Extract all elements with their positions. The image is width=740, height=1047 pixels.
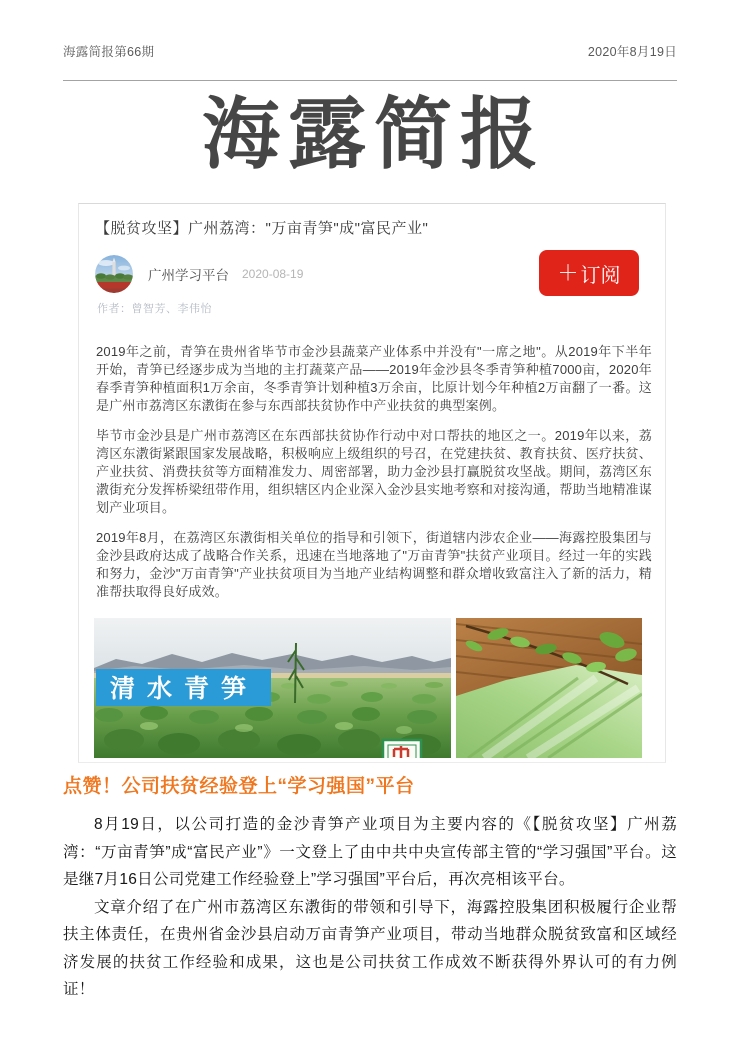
page-header — [63, 42, 677, 60]
source-avatar[interactable] — [95, 255, 133, 293]
subscribe-button[interactable] — [539, 250, 639, 296]
section-heading: 点赞！公司扶贫经验登上“学习强国”平台 — [63, 776, 415, 797]
subscribe-label: 订阅 — [580, 264, 621, 287]
field-photo — [94, 618, 451, 758]
photo-banner-text: 清水青笋 — [109, 675, 259, 703]
header-date: 2020年8月19日 — [587, 45, 677, 59]
source-name[interactable]: 广州学习平台 — [148, 268, 229, 283]
article-body — [96, 343, 652, 613]
header-divider — [63, 80, 677, 81]
section-paragraph: 文章介绍了在广州市荔湾区东漖街的带领和引导下，海露控股集团积极履行企业帮扶主体责任，在贵州省金沙县启动万亩青笋产业项目，带动当地群众脱贫致富和区域经济发展的扶贫工作经验和成果，这也是公司扶贫工作成效不断获得外界认可的有力例证！ — [63, 898, 677, 998]
masthead-title: 海露简报 — [201, 90, 546, 178]
article-paragraph: 毕节市金沙县是广州市荔湾区在东西部扶贫协作行动中对口帮扶的地区之一。2019年以来，荔湾区东漖街紧跟国家发展战略，积极响应上级组织的号召，在党建扶贫、教育扶贫、医疗扶贫、产业扶贫、消费扶贫等方面精准发力、周密部署，助力金沙县打赢脱贫攻坚战。期间，荔湾区东漖街充分发挥桥梁纽带作用，组织辖区内企业深入金沙县实地考察和对接沟通，帮助当地精准谋划产业项目。 — [96, 428, 652, 515]
article-paragraph: 2019年8月，在荔湾区东漖街相关单位的指导和引领下，街道辖内涉农企业——海露控股集团与金沙县政府达成了战略合作关系，迅速在当地落地了"万亩青笋"扶贫产业项目。经过一年的实践和努力，金沙"万亩青笋"产业扶贫项目为当地产业结构调整和群众增收致富注入了新的活力，精准帮扶取得良好成效。 — [96, 530, 652, 599]
section-praise — [63, 771, 677, 1004]
header-issue: 海露简报第66期 — [63, 45, 155, 59]
article-card — [78, 203, 666, 763]
produce-photo — [456, 618, 642, 758]
article-title: 【脱贫攻坚】广州荔湾："万亩青笋"成"富民产业" — [95, 220, 429, 237]
article-paragraph: 2019年之前，青笋在贵州省毕节市金沙县蔬菜产业体系中并没有"一席之地"。从2019年下半年开始，青笋已经逐步成为当地的主打蔬菜产品——2019年金沙县冬季青笋种植7000亩，2020年春季青笋种植面积1万余亩，冬季青笋计划种植3万余亩，比原计划今年种植2万亩翻了一番。这是广州市荔湾区东漖街在参与东西部扶贫协作中产业扶贫的典型案例。 — [96, 344, 652, 413]
plus-icon: ＋ — [557, 261, 579, 285]
avatar-photo-icon — [95, 255, 133, 293]
article-photos — [94, 618, 642, 758]
photo-logo-partial — [383, 740, 421, 758]
article-meta — [95, 255, 303, 293]
byline: 作者：曾智芳、李伟怡 — [97, 303, 212, 315]
section-paragraph: 8月19日，以公司打造的金沙青笋产业项目为主要内容的《【脱贫攻坚】广州荔湾：“万亩青笋”成“富民产业”》一文登上了由中共中央宣传部主管的“学习强国”平台。这是继7月16日公司党建工作经验登上”学习强国”平台后，再次亮相该平台。 — [63, 816, 677, 888]
publish-date: 2020-08-19 — [242, 267, 304, 281]
